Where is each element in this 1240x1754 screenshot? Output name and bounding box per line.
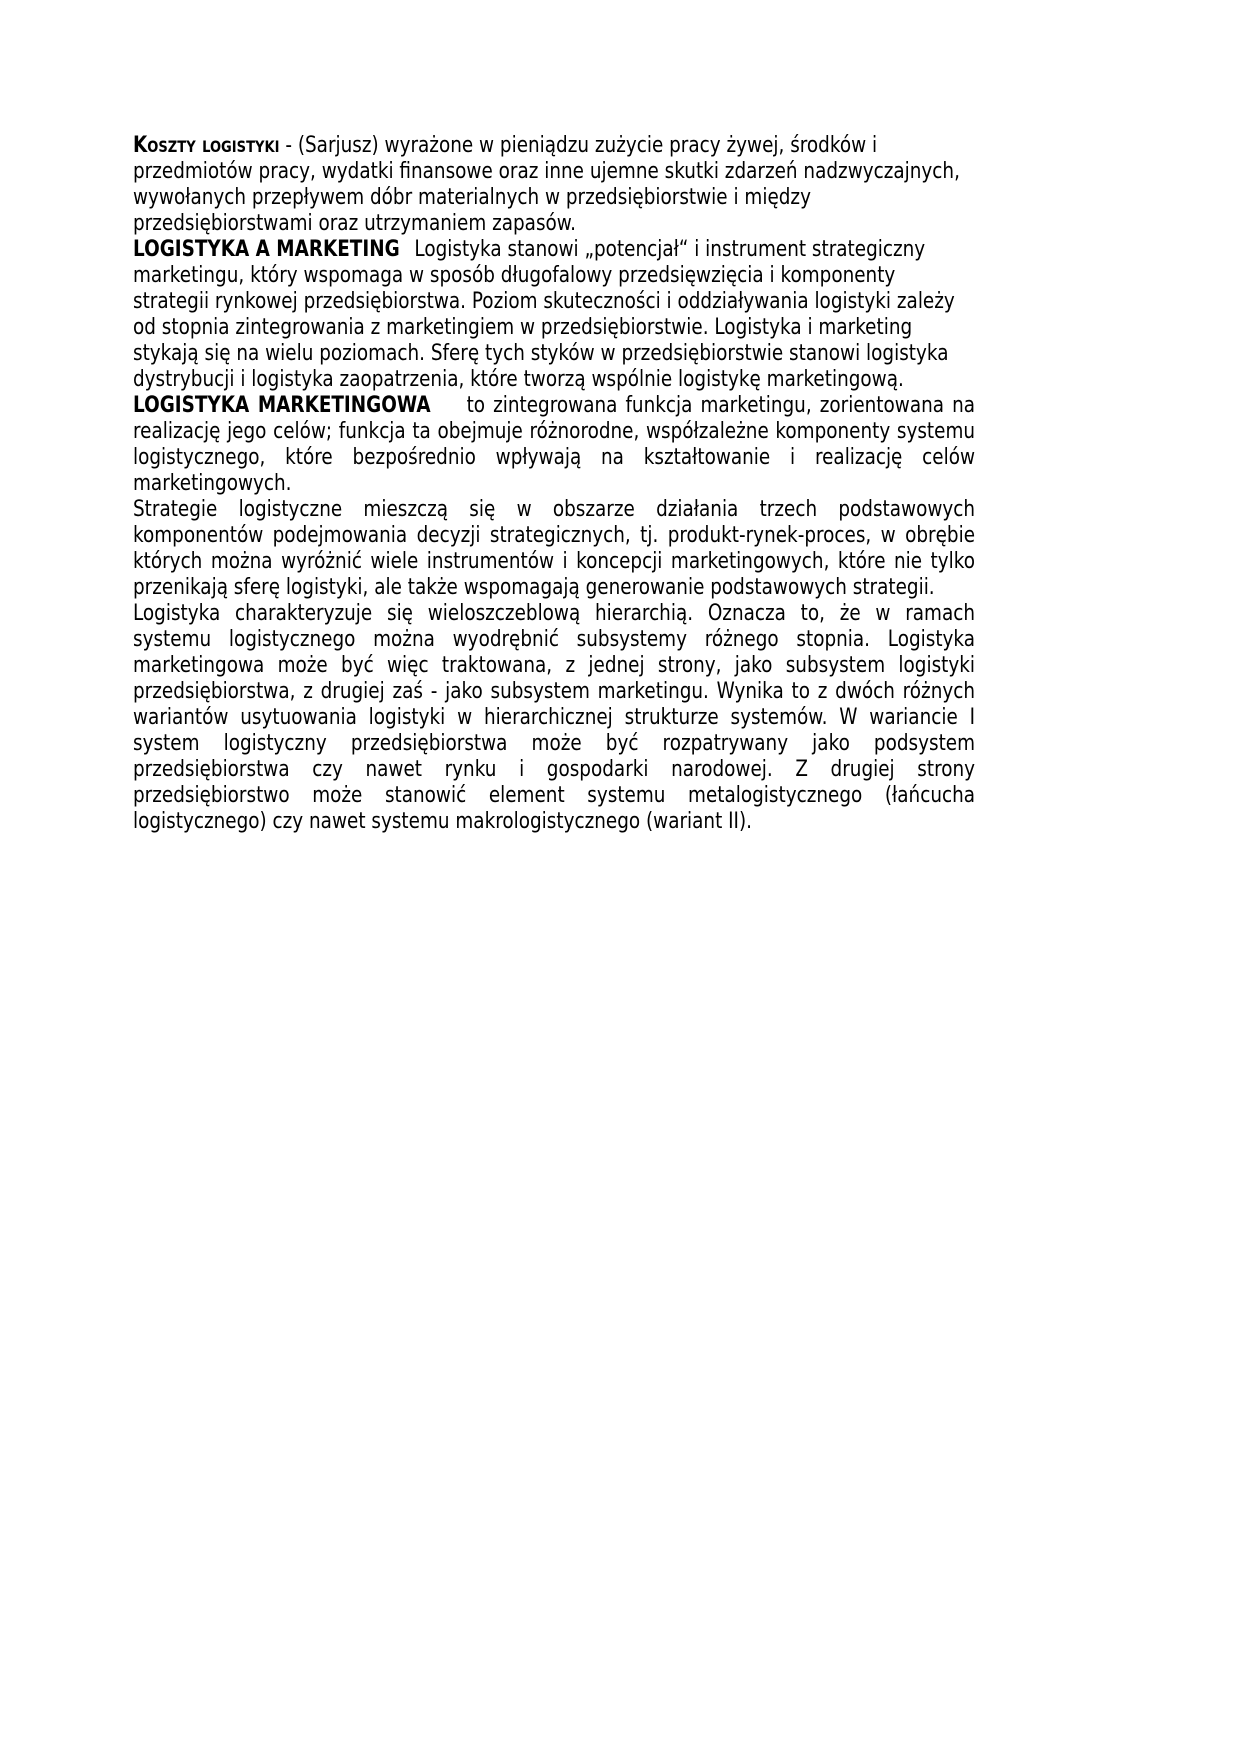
- paragraph-logistyka-a-marketing: [133, 236, 975, 392]
- document-page: [133, 132, 975, 834]
- paragraph-hierarchia: Logistyka charakteryzuje się wieloszczeblową hierarchią. Oznacza to, że w ramach systemu logistycznego można wyodrębnić subsystemy różnego stopnia. Logistyka marketingowa może być więc traktowana, z jednej strony, jako subsystem logistyki przedsiębiorstwa, z drugiej zaś - jako subsystem marketingu. Wynika to z dwóch różnych wariantów usytuowania logistyki w hierarchicznej strukturze systemów. W wariancie I system logistyczny przedsiębiorstwa może być rozpatrywany jako podsystem przedsiębiorstwa czy nawet rynku i gospodarki narodowej. Z drugiej strony przedsiębiorstwo może stanowić element systemu metalogistycznego (łańcucha logistycznego) czy nawet systemu makrologistycznego (wariant II).: [133, 600, 976, 834]
- paragraph-logistyka-marketingowa: [133, 392, 975, 496]
- term-koszty-logistyki: Koszty logistyki: [133, 132, 280, 158]
- paragraph-strategie-logistyczne: Strategie logistyczne mieszczą się w obszarze działania trzech podstawowych komponentów podejmowania decyzji strategicznych, tj. produkt-rynek-proces, w obrębie których można wyróżnić wiele instrumentów i koncepcji marketingowych, które nie tylko przenikają sferę logistyki, ale także wspomagają generowanie podstawowych strategii.: [133, 496, 976, 600]
- definition-koszty-logistyki: - (Sarjusz) wyrażone w pieniądzu zużycie pracy żywej, środków i przedmiotów pracy, wydatki finansowe oraz inne ujemne skutki zdarzeń nadzwyczajnych, wywołanych przepływem dóbr materialnych w przedsiębiorstwie i między przedsiębiorstwami oraz utrzymaniem zapasów.: [133, 132, 960, 236]
- definition-logistyka-a-marketing: Logistyka stanowi „potencjał“ i instrument strategiczny marketingu, który wspomaga w sposób długofalowy przedsięwzięcia i komponenty strategii rynkowej przedsiębiorstwa. Poziom skuteczności i oddziaływania logistyki zależy od stopnia zintegrowania z marketingiem w przedsiębiorstwie. Logistyka i marketing stykają się na wielu poziomach. Sferę tych styków w przedsiębiorstwie stanowi logistyka dystrybucji i logistyka zaopatrzenia, które tworzą wspólnie logistykę marketingową.: [133, 236, 955, 392]
- term-logistyka-a-marketing: LOGISTYKA A MARKETING: [133, 236, 400, 262]
- document-body: [133, 132, 975, 834]
- paragraph-koszty-logistyki: [133, 132, 975, 236]
- definition-logistyka-marketingowa: to zintegrowana funkcja marketingu, zorientowana na realizację jego celów; funkcja ta obejmuje różnorodne, współzależne komponenty systemu logistycznego, które bezpośrednio wpływają na kształtowanie i realizację celów marketingowych.: [133, 392, 976, 496]
- term-logistyka-marketingowa: LOGISTYKA MARKETINGOWA: [133, 392, 431, 418]
